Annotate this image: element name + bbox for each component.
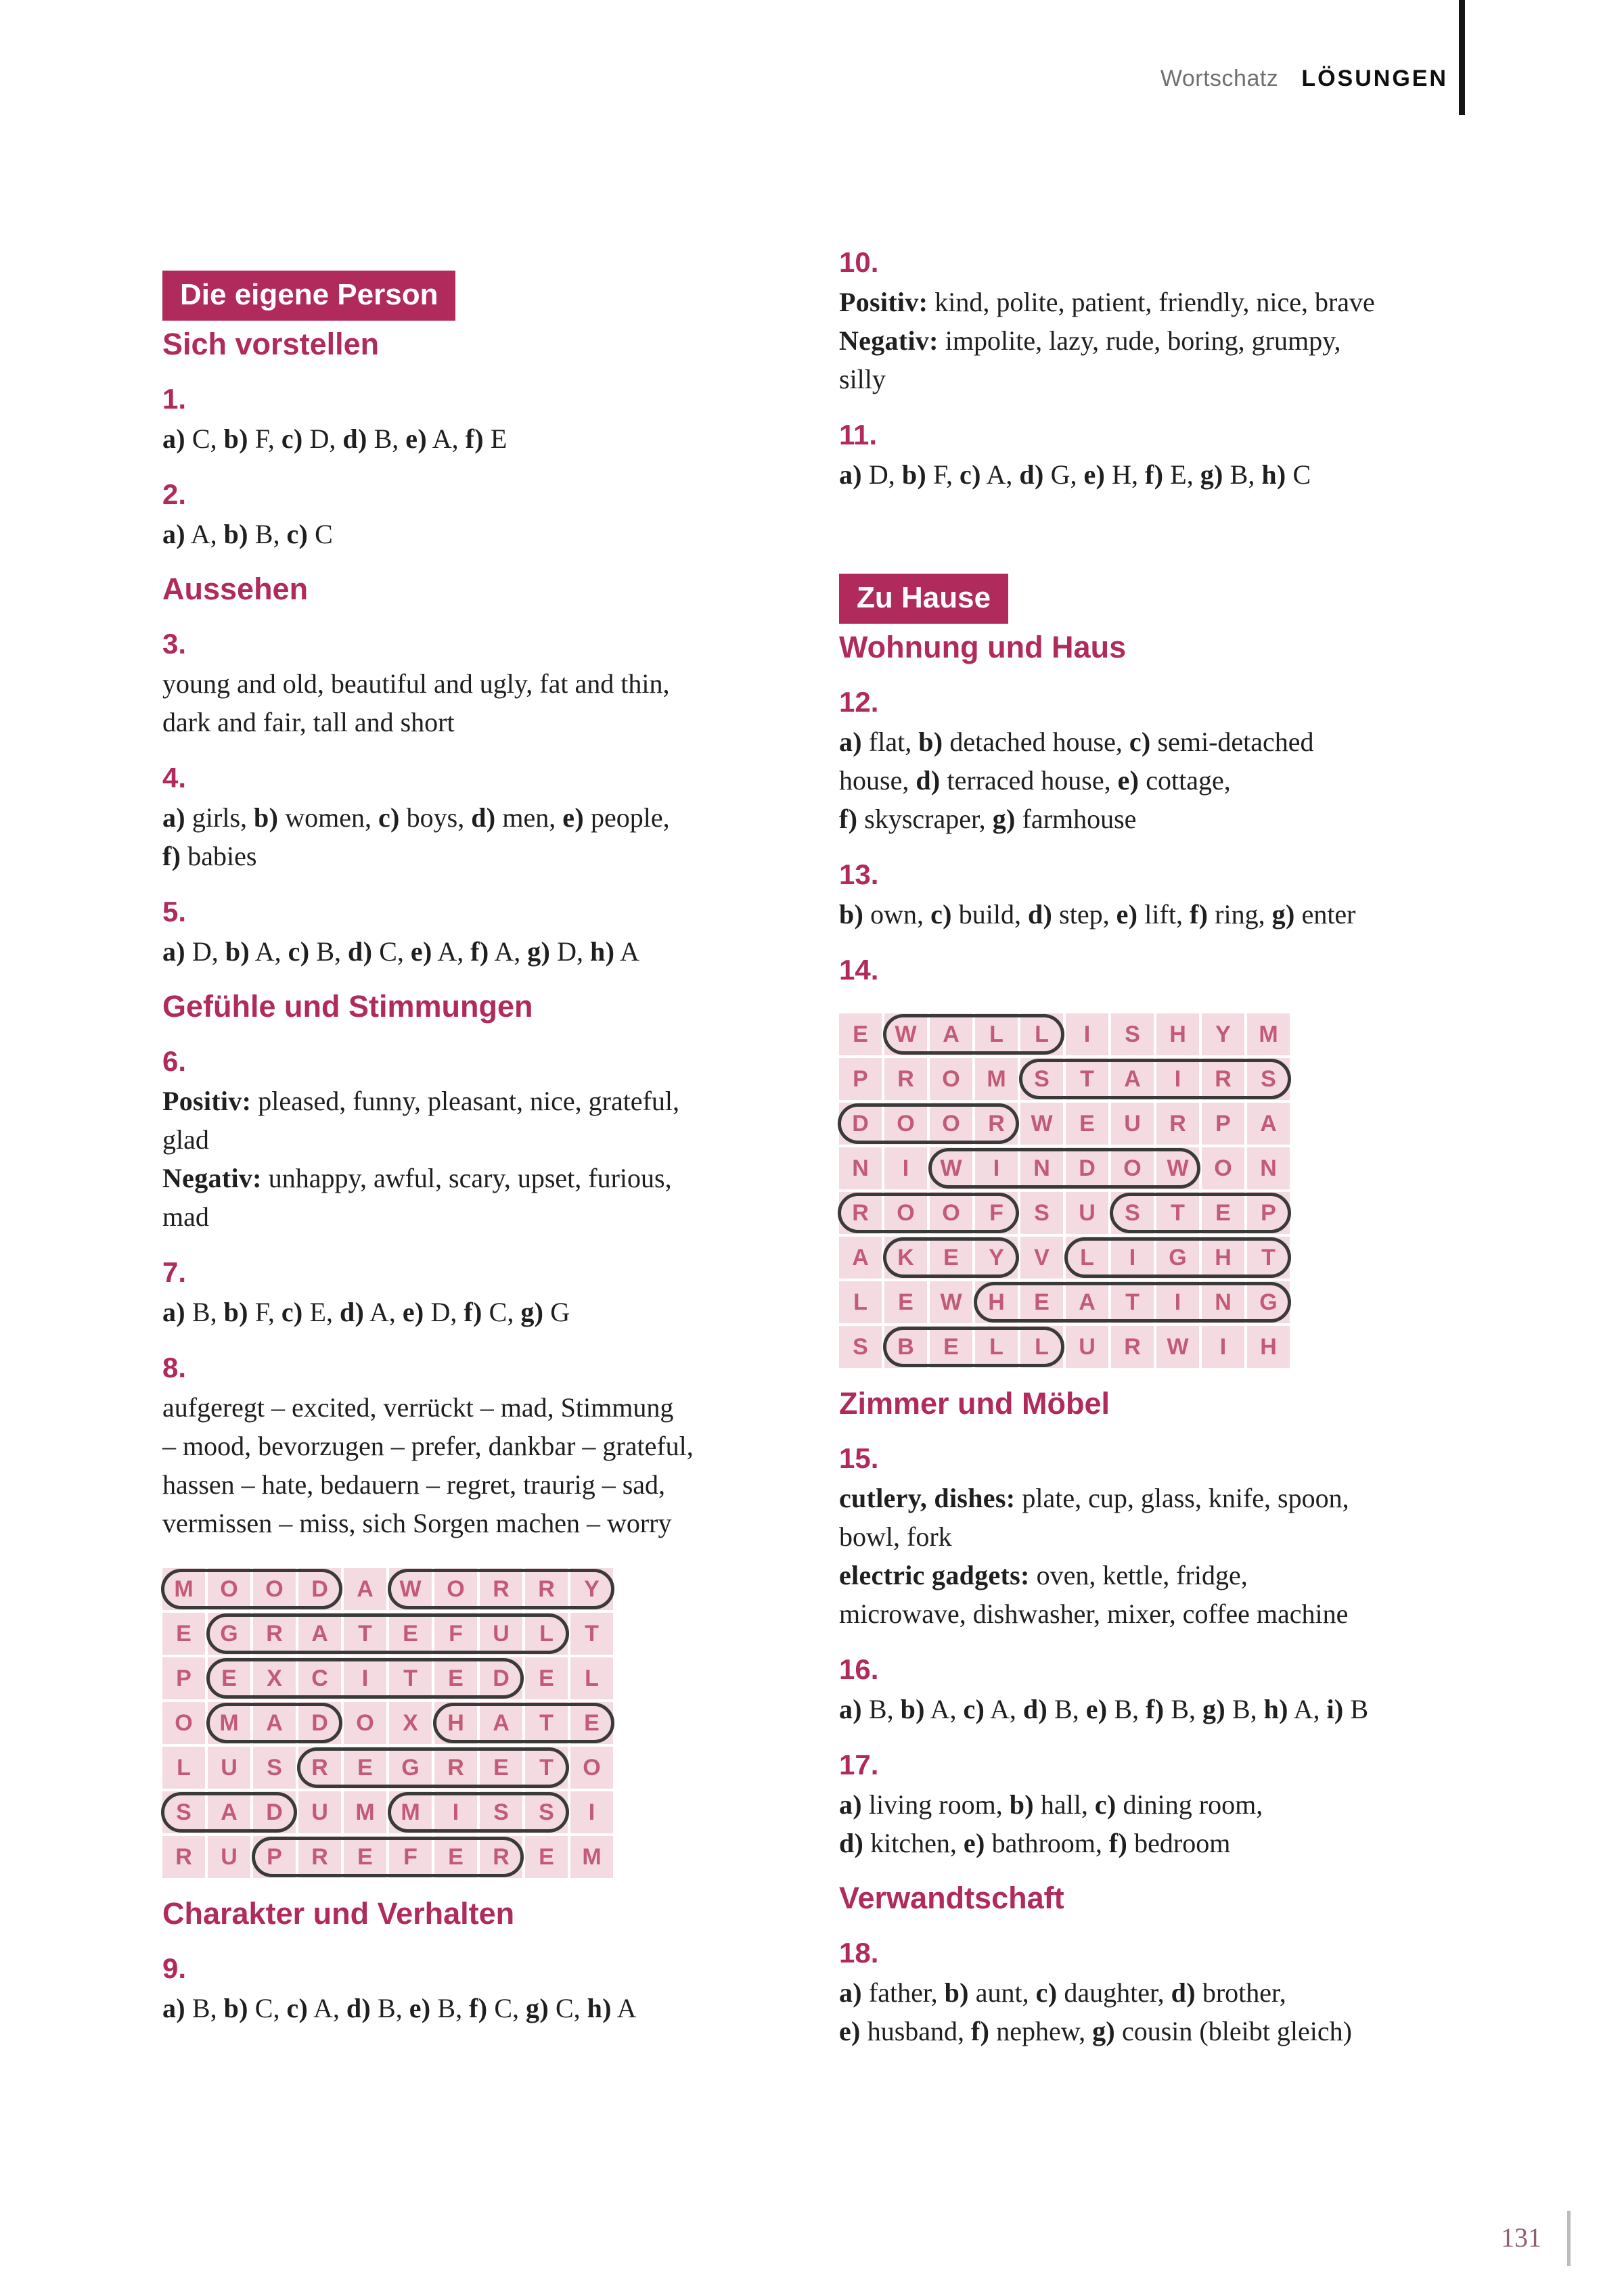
grid-cell: S — [162, 1791, 205, 1833]
grid-cell: M — [975, 1058, 1018, 1100]
exercise-answer-16: a) B, b) A, c) A, d) B, e) B, f) B, g) B, h) A, i) B — [839, 1694, 1369, 1724]
grid-cell: I — [1156, 1281, 1199, 1323]
exercise-number-15: 15. — [839, 1442, 879, 1474]
grid-cell: S — [839, 1326, 882, 1368]
grid-cell: S — [1111, 1192, 1154, 1234]
grid-cell: L — [975, 1013, 1018, 1055]
exercise-number-1: 1. — [162, 383, 187, 415]
grid-cell: W — [389, 1568, 432, 1610]
grid-cell: R — [1111, 1326, 1154, 1368]
grid-row — [162, 1613, 792, 1655]
grid-cell: I — [1111, 1237, 1154, 1279]
exercise-number-18: 18. — [839, 1937, 879, 1969]
grid-row — [839, 1147, 1522, 1189]
grid-cell: H — [1156, 1013, 1199, 1055]
grid-cell: P — [1247, 1192, 1290, 1234]
grid-cell: T — [1247, 1237, 1290, 1279]
grid-cell: U — [1066, 1192, 1108, 1234]
grid-cell: L — [570, 1657, 613, 1699]
grid-cell: E — [839, 1013, 882, 1055]
grid-cell: X — [389, 1702, 432, 1744]
left-column — [162, 271, 792, 2027]
grid-cell: N — [1202, 1281, 1244, 1323]
exercise-answer-15: cutlery, dishes: plate, cup, glass, knife, spoon, bowl, fork electric gadgets: oven, kettle, fridge, microwave, dishwasher, mixer, coffee machine — [839, 1483, 1349, 1629]
word-search-grid-house — [839, 1013, 1522, 1368]
grid-cell: R — [884, 1058, 927, 1100]
grid-cell: O — [208, 1568, 250, 1610]
grid-row — [162, 1568, 792, 1610]
grid-cell: N — [839, 1147, 882, 1189]
grid-row — [839, 1237, 1522, 1279]
grid-cell: F — [389, 1836, 432, 1878]
grid-cell: Y — [570, 1568, 613, 1610]
heading-verwandtschaft: Verwandtschaft — [839, 1881, 1064, 1915]
grid-cell: R — [525, 1568, 568, 1610]
grid-cell: G — [1156, 1237, 1199, 1279]
grid-row — [839, 1281, 1522, 1323]
grid-row — [839, 1013, 1522, 1055]
grid-cell: S — [1020, 1192, 1063, 1234]
grid-cell: M — [344, 1791, 386, 1833]
grid-cell: I — [1156, 1058, 1199, 1100]
grid-cell: U — [298, 1791, 341, 1833]
grid-cell: S — [1020, 1058, 1063, 1100]
grid-cell: O — [930, 1103, 972, 1145]
exercise-number-7: 7. — [162, 1256, 187, 1288]
grid-cell: S — [525, 1791, 568, 1833]
grid-cell: A — [344, 1568, 386, 1610]
grid-cell: S — [480, 1791, 522, 1833]
grid-cell: R — [480, 1836, 522, 1878]
grid-cell: K — [884, 1237, 927, 1279]
grid-cell: P — [1202, 1103, 1244, 1145]
right-column — [839, 245, 1522, 2050]
grid-cell: M — [1247, 1013, 1290, 1055]
grid-cell: U — [1111, 1103, 1154, 1145]
grid-cell: E — [570, 1702, 613, 1744]
grid-cell: A — [253, 1702, 296, 1744]
grid-cell: Y — [975, 1237, 1018, 1279]
grid-cell: E — [480, 1747, 522, 1789]
page-number: 131 — [1501, 2222, 1541, 2253]
grid-cell: R — [839, 1192, 882, 1234]
grid-cell: E — [884, 1281, 927, 1323]
exercise-number-17: 17. — [839, 1749, 879, 1781]
grid-cell: H — [1202, 1237, 1244, 1279]
grid-cell: A — [930, 1013, 972, 1055]
grid-cell: O — [1111, 1147, 1154, 1189]
grid-cell: E — [434, 1657, 477, 1699]
grid-cell: O — [162, 1702, 205, 1744]
grid-cell: O — [1202, 1147, 1244, 1189]
grid-cell: D — [253, 1791, 296, 1833]
exercise-answer-1: a) C, b) F, c) D, d) B, e) A, f) E — [162, 423, 508, 454]
grid-cell: S — [1111, 1013, 1154, 1055]
grid-cell: I — [434, 1791, 477, 1833]
grid-cell: P — [162, 1657, 205, 1699]
exercise-answer-8: aufgeregt – excited, verrückt – mad, Stimmung – mood, bevorzugen – prefer, dankbar – grateful, hassen – hate, bedauern – regret, traurig – sad, vermissen – miss, sich Sorgen machen – worry — [162, 1392, 694, 1538]
grid-cell: W — [884, 1013, 927, 1055]
grid-cell: E — [389, 1613, 432, 1655]
grid-cell: E — [930, 1237, 972, 1279]
grid-row — [839, 1103, 1522, 1145]
grid-cell: R — [480, 1568, 522, 1610]
grid-cell: Y — [1202, 1013, 1244, 1055]
grid-row — [162, 1836, 792, 1878]
grid-row — [839, 1192, 1522, 1234]
exercise-answer-10: Positiv: kind, polite, patient, friendly, nice, brave Negativ: impolite, lazy, rude, boring, grumpy, silly — [839, 287, 1375, 394]
grid-cell: E — [1020, 1281, 1063, 1323]
grid-cell: A — [1247, 1103, 1290, 1145]
grid-cell: T — [525, 1747, 568, 1789]
header-rule — [1459, 0, 1465, 115]
grid-cell: L — [1020, 1013, 1063, 1055]
grid-cell: R — [162, 1836, 205, 1878]
grid-cell: T — [389, 1657, 432, 1699]
grid-cell: E — [1202, 1192, 1244, 1234]
grid-cell: H — [1247, 1326, 1290, 1368]
grid-cell: O — [884, 1103, 927, 1145]
grid-cell: M — [162, 1568, 205, 1610]
grid-cell: H — [434, 1702, 477, 1744]
exercise-answer-2: a) A, b) B, c) C — [162, 519, 333, 549]
grid-cell: N — [1020, 1147, 1063, 1189]
exercise-answer-11: a) D, b) F, c) A, d) G, e) H, f) E, g) B, h) C — [839, 459, 1311, 490]
grid-cell: G — [389, 1747, 432, 1789]
grid-cell: L — [975, 1326, 1018, 1368]
grid-cell: U — [1066, 1326, 1108, 1368]
grid-cell: O — [930, 1058, 972, 1100]
exercise-answer-3: young and old, beautiful and ugly, fat and thin, dark and fair, tall and short — [162, 668, 670, 737]
grid-cell: F — [975, 1192, 1018, 1234]
grid-cell: U — [208, 1836, 250, 1878]
grid-cell: M — [570, 1836, 613, 1878]
grid-cell: H — [975, 1281, 1018, 1323]
grid-cell: R — [253, 1613, 296, 1655]
grid-cell: A — [1066, 1281, 1108, 1323]
grid-row — [162, 1702, 792, 1744]
header-title: LÖSUNGEN — [1301, 66, 1448, 91]
grid-cell: I — [975, 1147, 1018, 1189]
grid-cell: L — [1066, 1237, 1108, 1279]
section-badge-die-eigene-person: Die eigene Person — [162, 271, 455, 321]
grid-cell: W — [1156, 1147, 1199, 1189]
grid-cell: L — [162, 1747, 205, 1789]
exercise-number-9: 9. — [162, 1952, 187, 1984]
grid-cell: R — [298, 1836, 341, 1878]
grid-cell: O — [344, 1702, 386, 1744]
heading-aussehen: Aussehen — [162, 572, 309, 606]
grid-cell: I — [344, 1657, 386, 1699]
grid-cell: F — [434, 1613, 477, 1655]
grid-cell: G — [208, 1613, 250, 1655]
grid-row — [162, 1791, 792, 1833]
grid-cell: L — [839, 1281, 882, 1323]
grid-cell: O — [884, 1192, 927, 1234]
grid-cell: E — [162, 1613, 205, 1655]
page-header — [1160, 65, 1448, 92]
grid-cell: M — [389, 1791, 432, 1833]
grid-cell: D — [480, 1657, 522, 1699]
grid-cell: R — [1156, 1103, 1199, 1145]
exercise-answer-7: a) B, b) F, c) E, d) A, e) D, f) C, g) G — [162, 1297, 570, 1327]
exercise-answer-13: b) own, c) build, d) step, e) lift, f) ring, g) enter — [839, 899, 1356, 929]
exercise-answer-9: a) B, b) C, c) A, d) B, e) B, f) C, g) C, h) A — [162, 1993, 637, 2023]
grid-cell: I — [570, 1791, 613, 1833]
grid-cell: E — [525, 1657, 568, 1699]
grid-cell: E — [434, 1836, 477, 1878]
word-search-grid-feelings — [162, 1568, 792, 1878]
exercise-number-13: 13. — [839, 858, 879, 890]
grid-cell: P — [253, 1836, 296, 1878]
grid-cell: T — [1066, 1058, 1108, 1100]
grid-cell: A — [208, 1791, 250, 1833]
exercise-answer-6: Positiv: pleased, funny, pleasant, nice, grateful, glad Negativ: unhappy, awful, scary, upset, furious, mad — [162, 1086, 679, 1232]
grid-cell: R — [298, 1747, 341, 1789]
grid-cell: B — [884, 1326, 927, 1368]
exercise-number-16: 16. — [839, 1653, 879, 1685]
grid-cell: A — [298, 1613, 341, 1655]
exercise-number-5: 5. — [162, 896, 187, 927]
grid-cell: T — [344, 1613, 386, 1655]
grid-cell: E — [344, 1836, 386, 1878]
grid-cell: O — [434, 1568, 477, 1610]
grid-cell: R — [434, 1747, 477, 1789]
grid-cell: X — [253, 1657, 296, 1699]
grid-cell: W — [930, 1147, 972, 1189]
grid-cell: T — [570, 1613, 613, 1655]
grid-cell: C — [298, 1657, 341, 1699]
grid-cell: D — [839, 1103, 882, 1145]
exercise-answer-12: a) flat, b) detached house, c) semi-detached house, d) terraced house, e) cottage, f) skyscraper, g) farmhouse — [839, 727, 1314, 834]
grid-cell: T — [1111, 1281, 1154, 1323]
grid-cell: E — [1066, 1103, 1108, 1145]
heading-gefuehle-und-stimmungen: Gefühle und Stimmungen — [162, 989, 533, 1024]
header-section-label: Wortschatz — [1160, 66, 1279, 91]
grid-cell: U — [480, 1613, 522, 1655]
exercise-answer-18: a) father, b) aunt, c) daughter, d) brother, e) husband, f) nephew, g) cousin (bleibt gleich) — [839, 1977, 1352, 2046]
grid-cell: R — [975, 1103, 1018, 1145]
grid-cell: O — [253, 1568, 296, 1610]
grid-cell: S — [1247, 1058, 1290, 1100]
grid-cell: U — [208, 1747, 250, 1789]
grid-cell: O — [570, 1747, 613, 1789]
footer-rule — [1567, 2211, 1571, 2266]
grid-cell: L — [1020, 1326, 1063, 1368]
grid-cell: R — [1202, 1058, 1244, 1100]
heading-sich-vorstellen: Sich vorstellen — [162, 327, 380, 361]
grid-cell: D — [1066, 1147, 1108, 1189]
grid-row — [162, 1657, 792, 1699]
grid-cell: M — [208, 1702, 250, 1744]
grid-cell: V — [1020, 1237, 1063, 1279]
grid-cell: I — [1066, 1013, 1108, 1055]
grid-cell: E — [344, 1747, 386, 1789]
grid-row — [839, 1058, 1522, 1100]
grid-cell: W — [930, 1281, 972, 1323]
exercise-number-10: 10. — [839, 246, 879, 278]
grid-cell: I — [1202, 1326, 1244, 1368]
grid-cell: E — [208, 1657, 250, 1699]
grid-cell: D — [298, 1702, 341, 1744]
grid-cell: W — [1156, 1326, 1199, 1368]
exercise-number-6: 6. — [162, 1045, 187, 1077]
exercise-number-3: 3. — [162, 628, 187, 660]
exercise-number-11: 11. — [839, 419, 878, 451]
grid-cell: N — [1247, 1147, 1290, 1189]
heading-wohnung-und-haus: Wohnung und Haus — [839, 630, 1127, 664]
exercise-number-14: 14. — [839, 954, 879, 986]
grid-cell: T — [1156, 1192, 1199, 1234]
grid-cell: E — [930, 1326, 972, 1368]
grid-cell: L — [525, 1613, 568, 1655]
exercise-answer-5: a) D, b) A, c) B, d) C, e) A, f) A, g) D, h) A — [162, 936, 639, 967]
grid-cell: I — [884, 1147, 927, 1189]
grid-cell: P — [839, 1058, 882, 1100]
grid-cell: A — [1111, 1058, 1154, 1100]
exercise-number-12: 12. — [839, 686, 879, 718]
grid-row — [162, 1747, 792, 1789]
grid-cell: S — [253, 1747, 296, 1789]
heading-zimmer-und-moebel: Zimmer und Möbel — [839, 1386, 1110, 1421]
section-badge-zu-hause: Zu Hause — [839, 574, 1008, 624]
grid-cell: G — [1247, 1281, 1290, 1323]
grid-row — [839, 1326, 1522, 1368]
exercise-answer-4: a) girls, b) women, c) boys, d) men, e) people, f) babies — [162, 802, 670, 871]
grid-cell: A — [839, 1237, 882, 1279]
exercise-number-2: 2. — [162, 478, 187, 510]
heading-charakter-und-verhalten: Charakter und Verhalten — [162, 1896, 515, 1931]
grid-cell: W — [1020, 1103, 1063, 1145]
grid-cell: T — [525, 1702, 568, 1744]
grid-cell: E — [525, 1836, 568, 1878]
grid-cell: A — [480, 1702, 522, 1744]
grid-cell: O — [930, 1192, 972, 1234]
grid-cell: D — [298, 1568, 341, 1610]
exercise-number-8: 8. — [162, 1352, 187, 1383]
exercise-answer-17: a) living room, b) hall, c) dining room, d) kitchen, e) bathroom, f) bedroom — [839, 1789, 1263, 1858]
exercise-number-4: 4. — [162, 762, 187, 794]
